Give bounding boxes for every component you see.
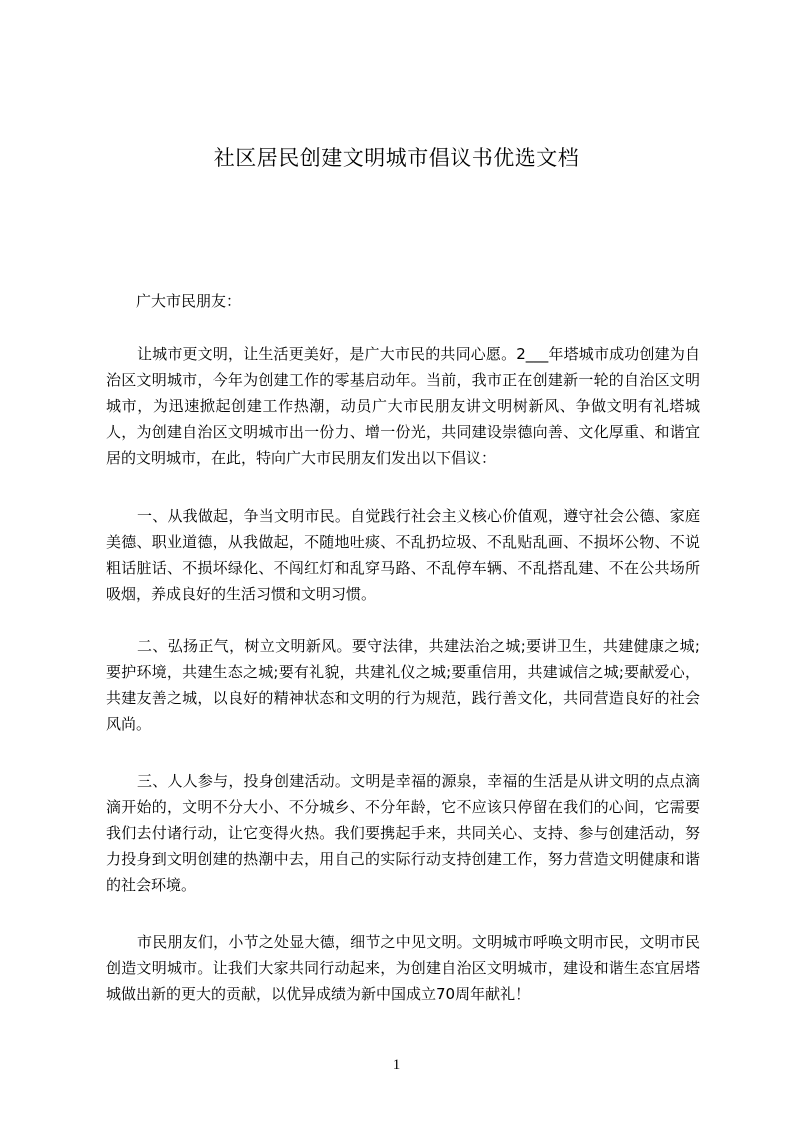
- paragraph-proposal-3: 三、人人参与，投身创建活动。文明是幸福的源泉，幸福的生活是从讲文明的点点滴滴开始的，文明不分大小、不分城乡、不分年龄，它不应该只停留在我们的心间，它需要我们去付诸行动，让它变得火热。我们要携起手来，共同关心、支持、参与创建活动，努力投身到文明创建的热潮中去，用自己的实际行动支持创建工作，努力营造文明健康和谐的社会环境。: [106, 772, 700, 894]
- paragraph-closing: 市民朋友们，小节之处显大德，细节之中见文明。文明城市呼唤文明市民，文明市民创造文明城市。让我们大家共同行动起来，为创建自治区文明城市，建设和谐生态宜居塔城做出新的更大的贡献，以优异成绩为新中国成立70周年献礼！: [106, 933, 700, 1003]
- paragraph-proposal-1: 一、从我做起，争当文明市民。自觉践行社会主义核心价值观，遵守社会公德、家庭美德、职业道德，从我做起，不随地吐痰、不乱扔垃圾、不乱贴乱画、不损坏公物、不说粗话脏话、不损坏绿化、不闯红灯和乱穿马路、不乱停车辆、不乱搭乱建、不在公共场所吸烟，养成良好的生活习惯和文明习惯。: [106, 507, 700, 603]
- paragraph-proposal-2: 二、弘扬正气，树立文明新风。要守法律，共建法治之城;要讲卫生，共建健康之城;要护环境，共建生态之城;要有礼貌，共建礼仪之城;要重信用，共建诚信之城;要献爱心，共建友善之城，以良好的精神状态和文明的行为规范，践行善文化，共同营造良好的社会风尚。: [106, 637, 700, 733]
- page-number: 1: [392, 1057, 401, 1073]
- document-title: 社区居民创建文明城市倡议书优选文档: [213, 146, 580, 170]
- paragraph-intro: 让城市更文明，让生活更美好，是广大市民的共同心愿。2___年塔城市成功创建为自治区文明城市，今年为创建工作的零基启动年。当前，我市正在创建新一轮的自治区文明城市，为迅速掀起创建工作热潮，动员广大市民朋友讲文明树新风、争做文明有礼塔城人，为创建自治区文明城市出一份力、增一份光，共同建设崇德向善、文化厚重、和谐宜居的文明城市，在此，特向广大市民朋友们发出以下倡议：: [106, 345, 700, 467]
- salutation: 广大市民朋友：: [136, 292, 242, 310]
